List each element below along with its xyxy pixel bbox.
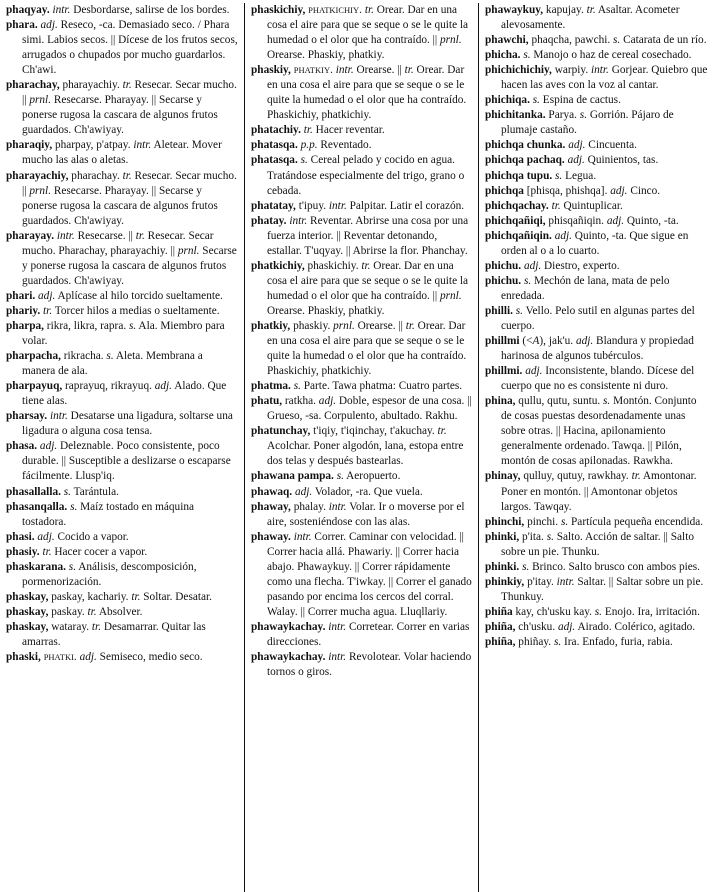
dictionary-entry: phatkichiy, phaskichiy. tr. Orear. Dar en una cosa el aire para que se seque o se le quite la humedad o el olor que ha contraído. || prnl. Orearse. Phaskiy, phatkiy. xyxy=(251,259,469,317)
dictionary-entry: phatma. s. Parte. Tawa phatma: Cuatro partes. xyxy=(251,380,463,393)
dictionary-entry: phichichichiy, warpiy. intr. Gorjear. Quiebro que hacen las aves con la voz al cantar. xyxy=(485,64,708,92)
dictionary-entry: phichqa pachaq. adj. Quinientos, tas. xyxy=(485,154,659,167)
dictionary-entry: phawaykuy, kapujay. tr. Asaltar. Acometer alevosamente. xyxy=(485,4,680,32)
dictionary-entry: phawana pampa. s. Aeropuerto. xyxy=(251,470,401,483)
dictionary-entry: phatu, ratkha. adj. Doble, espesor de una cosa. || Grueso, -sa. Corpulento, abultado. Rakhu. xyxy=(251,395,472,423)
dictionary-entry: pharsay. intr. Desatarse una ligadura, soltarse una ligadura o alguna cosa tensa. xyxy=(6,410,233,438)
dictionary-entry: phichitanka. Parya. s. Gorrión. Pájaro de plumaje castaño. xyxy=(485,109,674,137)
dictionary-entry: phatay. intr. Reventar. Abrirse una cosa por una fuerza interior. || Reventar detonando, estallar. T'uqyay. || Abrirse la flor. Phanchay. xyxy=(251,214,469,257)
dictionary-entry: phasanqalla. s. Maíz tostado en máquina tostadora. xyxy=(6,500,195,528)
dictionary-entry: phaskay, paskay. tr. Absolver. xyxy=(6,605,143,618)
dictionary-entry: phaskichiy, PHATKICHIY. tr. Orear. Dar en una cosa el aire para que se seque o se le quite la humedad o el olor que ha contraído. || prnl. Orearse. Phaskiy, phatkiy. xyxy=(251,4,469,62)
dictionary-entry: phichqañiqin. adj. Quinto, -ta. Que sigue en orden al o a lo cuarto. xyxy=(485,229,689,257)
dictionary-entry: phawaykachay. intr. Revolotear. Volar haciendo tornos o giros. xyxy=(251,651,472,679)
dictionary-entry: pharpa, rikra, likra, rapra. s. Ala. Miembro para volar. xyxy=(6,319,225,348)
dictionary-entry: phichu. adj. Diestro, experto. xyxy=(485,259,620,272)
dictionary-entry: phawchi, phaqcha, pawchi. s. Catarata de un río. xyxy=(485,34,707,47)
dictionary-entry: phillmi. adj. Inconsistente, blando. Dícese del cuerpo que no es consistente ni duro. xyxy=(485,365,695,393)
dictionary-entry: phaway, phalay. intr. Volar. Ir o moverse por el aire, sosteniéndose con las alas. xyxy=(251,500,465,528)
dictionary-entry: phaqyay. intr. Desbordarse, salirse de los bordes. xyxy=(6,4,230,16)
dictionary-entry: phawaq. adj. Volador, -ra. Que vuela. xyxy=(251,485,423,498)
dictionary-entry: phari. adj. Aplícase al hilo torcido sueltamente. xyxy=(6,289,223,302)
dictionary-entry: phara. adj. Reseco, -ca. Demasiado seco. / Phara simi. Labios secos. || Dícese de los frutos secos, arrugados o chupados por mucho guardarlos. Ch'awi. xyxy=(6,19,238,77)
dictionary-entry: phiña kay, ch'usku kay. s. Enojo. Ira, irritación. xyxy=(485,605,700,618)
dictionary-entry: phasiy. tr. Hacer cocer a vapor. xyxy=(6,545,148,558)
dictionary-entry: phaskay, paskay, kachariy. tr. Soltar. Desatar. xyxy=(6,590,212,603)
dictionary-entry: phichu. s. Mechón de lana, mata de pelo enredada. xyxy=(485,274,670,302)
dictionary-entry: phichqa [phisqa, phishqa]. adj. Cinco. xyxy=(485,184,661,197)
dictionary-entry: pharachay, pharayachiy. tr. Resecar. Secar mucho. || prnl. Resecarse. Pharayay. || Secarse y ponerse rugosa la cascara de algunos frutos guardados. Ch'awiyay. xyxy=(6,79,237,137)
dictionary-entry: phichiqa. s. Espina de cactus. xyxy=(485,94,621,107)
column-1 xyxy=(6,3,244,892)
dictionary-entry: phasallalla. s. Tarántula. xyxy=(6,485,119,498)
dictionary-entry: phichqachay. tr. Quintuplicar. xyxy=(485,199,623,212)
dictionary-entry: phatatay, t'ipuy. intr. Palpitar. Latir el corazón. xyxy=(251,199,465,212)
dictionary-entry: pharaqiy, pharpay, p'atpay. intr. Aletear. Mover mucho las alas o aletas. xyxy=(6,139,222,167)
dictionary-entry: phicha. s. Manojo o haz de cereal cosechado. xyxy=(485,49,692,62)
dictionary-entry: phillmi (<A), jak'u. adj. Blandura y propiedad harinosa de algunos tubérculos. xyxy=(485,335,694,363)
dictionary-entry: phasa. adj. Deleznable. Poco consistente, poco durable. || Susceptible a deslizarse o escaparse fácilmente. Llusp'iq. xyxy=(6,440,231,483)
dictionary-entry: phatasqa. s. Cereal pelado y cocido en agua. Tratándose especialmente del trigo, grano o cebada. xyxy=(251,154,465,197)
dictionary-entry: phatkiy, phaskiy. prnl. Orearse. || tr. Orear. Dar en una cosa el aire para que se seque o se le quite la humedad o el olor que ha contraído. Phaskichiy, phatkichiy. xyxy=(251,319,467,378)
dictionary-entry: phasi. adj. Cocido a vapor. xyxy=(6,530,129,543)
dictionary-entry: phaway. intr. Correr. Caminar con velocidad. || Correr hacia allá. Phawariy. || Correr hacia abajo. Phawaykuy. || Correr rápidamente como una flecha. T'iwkay. || Correr el ganado pasando por encima los cercos del corral. Walay. || Correr mucha agua. Lluqllariy. xyxy=(251,530,472,618)
dictionary-entry: phariy. tr. Torcer hilos a medias o sueltamente. xyxy=(6,304,220,317)
dictionary-entry: phaski, PHATKI. adj. Semiseco, medio seco. xyxy=(6,651,203,664)
dictionary-entry: phaskiy, PHATKIY. intr. Orearse. || tr. Orear. Dar en una cosa el aire para que se seque o se le quite la humedad o el olor que ha contraído. Phaskichiy, phatkichiy. xyxy=(251,64,467,122)
dictionary-entry: phatunchay, t'iqiy, t'iqinchay, t'akuchay. tr. Acolchar. Poner algodón, lana, estopa entre dos telas y después bastearlas. xyxy=(251,425,464,468)
dictionary-entry: phinay, qulluy, qutuy, rawkhay. tr. Amontonar. Poner en montón. || Amontonar objetos largos. Tawqay. xyxy=(485,470,697,513)
dictionary-entry: phinki. s. Brinco. Salto brusco con ambos pies. xyxy=(485,560,700,573)
dictionary-entry: phawaykachay. intr. Corretear. Correr en varias direcciones. xyxy=(251,620,470,648)
dictionary-entry: phina, qullu, qutu, suntu. s. Montón. Conjunto de cosas puestas desordenadamente unas sobre otras. || Hacina, apilonamiento generalmente ordenado. Tawqa. || Pilón, montón de cosas apilonadas. Rawkha. xyxy=(485,395,697,468)
dictionary-entry: pharpacha, rikracha. s. Aleta. Membrana a manera de ala. xyxy=(6,350,203,378)
dictionary-entry: phichqa tupu. s. Legua. xyxy=(485,169,597,182)
dictionary-entry: pharayachiy, pharachay. tr. Resecar. Secar mucho. || prnl. Resecarse. Pharayay. || Secarse y ponerse rugosa la cascara de algunos frutos guardados. Ch'awiyay. xyxy=(6,169,237,227)
dictionary-entry: phatachiy. tr. Hacer reventar. xyxy=(251,124,385,137)
dictionary-entry: phinki, p'ita. s. Salto. Acción de saltar. || Salto sobre un pie. Thunku. xyxy=(485,530,694,558)
dictionary-entry: phinkiy, p'itay. intr. Saltar. || Saltar sobre un pie. Thunkuy. xyxy=(485,575,704,603)
column-3 xyxy=(478,3,710,892)
dictionary-entry: phichqa chunka. adj. Cincuenta. xyxy=(485,139,637,152)
dictionary-entry: phiña, ch'usku. adj. Airado. Colérico, agitado. xyxy=(485,620,696,633)
dictionary-entry: phinchi, pinchi. s. Partícula pequeña encendida. xyxy=(485,515,704,528)
dictionary-entry: phaskay, wataray. tr. Desamarrar. Quitar las amarras. xyxy=(6,620,206,648)
dictionary-entry: pharayay. intr. Resecarse. || tr. Resecar. Secar mucho. Pharachay, pharayachiy. || prnl. Secarse y ponerse rugosa la cascara de algunos frutos guardados. Ch'awiyay. xyxy=(6,229,237,287)
dictionary-entry: philli. s. Vello. Pelo sutil en algunas partes del cuerpo. xyxy=(485,304,695,332)
dictionary-entry: phichqañiqi, phisqañiqin. adj. Quinto, -ta. xyxy=(485,214,679,227)
dictionary-entry: phatasqa. p.p. Reventado. xyxy=(251,139,372,152)
dictionary-entry: pharpayuq, raprayuq, rikrayuq. adj. Alado. Que tiene alas. xyxy=(6,380,227,408)
dictionary-entry: phiña, phiñay. s. Ira. Enfado, furia, rabia. xyxy=(485,635,673,648)
column-2 xyxy=(244,3,478,892)
dictionary-entry: phaskarana. s. Análisis, descomposición, pormenorización. xyxy=(6,560,197,588)
